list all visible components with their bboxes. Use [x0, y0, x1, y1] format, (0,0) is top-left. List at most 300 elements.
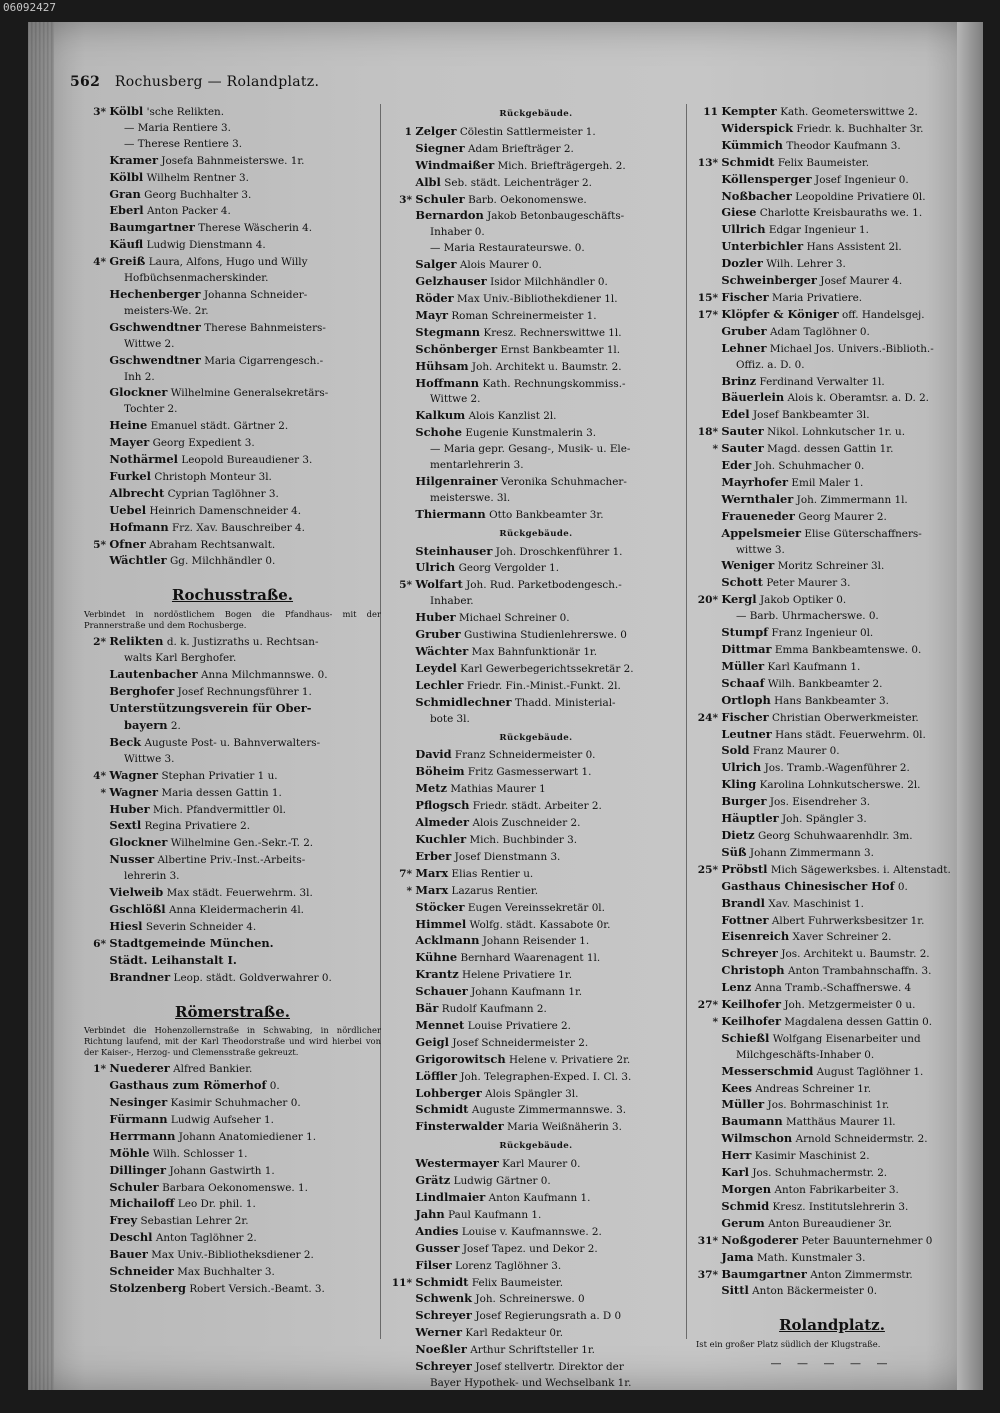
resident-name: Nusser	[109, 852, 155, 867]
resident-entry	[80, 1129, 385, 1146]
resident-name: Häuptler	[721, 811, 779, 826]
resident-details: Moritz Schreiner 3l.	[777, 560, 885, 573]
resident-entry	[80, 634, 385, 651]
resident-details: Josef Tapez. und Dekor 2.	[462, 1242, 598, 1255]
resident-details: Felix Baumeister.	[471, 1276, 564, 1289]
resident-entry	[80, 187, 385, 204]
resident-details: Arthur Schriftsteller 1r.	[470, 1344, 595, 1357]
resident-entry-continuation	[80, 304, 385, 320]
resident-details: Ernst Bankbeamter 1l.	[500, 343, 621, 356]
resident-name: Deschl	[109, 1230, 153, 1245]
resident-entry	[692, 390, 972, 407]
resident-entry	[386, 781, 686, 798]
resident-name: Stumpf	[721, 625, 769, 640]
resident-name: Eberl	[109, 203, 144, 218]
resident-entry	[692, 104, 972, 121]
resident-entry	[80, 1264, 385, 1281]
resident-details: Louise Privatiere 2.	[467, 1019, 571, 1032]
resident-entry	[80, 153, 385, 170]
resident-entry	[692, 980, 972, 997]
resident-entry	[692, 1216, 972, 1233]
resident-details: Hans Bankbeamter 3.	[774, 694, 889, 707]
resident-details: Mathias Maurer 1	[450, 783, 546, 796]
resident-entry	[386, 967, 686, 984]
resident-entry	[386, 1207, 686, 1224]
resident-name: Ortloph	[721, 692, 771, 707]
resident-entry	[692, 1182, 972, 1199]
resident-name: Pflogsch	[415, 798, 470, 813]
resident-details: Matthäus Maurer 1l.	[786, 1116, 896, 1129]
resident-entry	[80, 885, 385, 902]
resident-name: Furkel	[109, 468, 152, 483]
resident-name: Marx	[415, 882, 449, 897]
resident-entry	[386, 274, 686, 291]
resident-details: Sebastian Lehrer 2r.	[140, 1215, 249, 1228]
resident-entry	[386, 661, 686, 678]
resident-entry-continuation	[386, 458, 686, 474]
resident-details: Kath. Geometerswittwe 2.	[780, 106, 918, 118]
resident-name: Noßbacher	[721, 188, 792, 203]
resident-details: Jos. Eisendreher 3.	[769, 796, 871, 809]
resident-entry-continuation	[80, 402, 385, 418]
resident-entry	[80, 1146, 385, 1163]
resident-details: Rudolf Kaufmann 2.	[441, 1003, 547, 1016]
resident-name: Andies	[415, 1223, 459, 1238]
resident-name: Zelger	[415, 123, 457, 138]
resident-name: Huber	[109, 801, 150, 816]
resident-entry	[692, 324, 972, 341]
resident-details: Wolfg. städt. Kassabote 0r.	[469, 918, 611, 931]
resident-details: Josef Maurer 4.	[820, 275, 903, 288]
resident-name: Gschwendtner	[109, 319, 201, 334]
resident-details: — Barb. Uhrmacherswe. 0.	[736, 610, 879, 623]
resident-details: Anton Kaufmann 1.	[488, 1192, 591, 1204]
resident-entry	[386, 644, 686, 661]
resident-name: Fürmann	[109, 1111, 168, 1126]
resident-details: Emma Bankbeamtenswe. 0.	[774, 644, 922, 656]
resident-entry	[80, 768, 385, 785]
house-number: 6*	[93, 937, 106, 950]
resident-name: Huber	[415, 610, 456, 625]
resident-entry	[386, 695, 686, 712]
resident-name: Eder	[721, 458, 752, 473]
resident-entry	[80, 1163, 385, 1180]
resident-entry	[80, 802, 385, 819]
resident-details: Laura, Alfons, Hugo und Willy	[148, 256, 308, 269]
street-heading: Rochusstraße.	[171, 586, 294, 605]
resident-entry	[692, 492, 972, 509]
resident-entry	[692, 407, 972, 424]
resident-name: Grätz	[415, 1173, 451, 1188]
resident-entry	[386, 325, 686, 342]
resident-entry	[386, 1173, 686, 1190]
resident-details: Joh. Droschkenführer 1.	[495, 545, 623, 558]
resident-details: Peter Maurer 3.	[766, 577, 851, 590]
resident-name: Appelsmeier	[721, 525, 802, 540]
resident-details: Josef Rechnungsführer 1.	[177, 686, 312, 699]
resident-details: Kath. Rechnungskommiss.-	[482, 377, 626, 390]
resident-name: Edel	[721, 407, 750, 422]
resident-entry	[692, 222, 972, 239]
book-edge-left	[28, 22, 54, 1390]
resident-name: Acklmann	[415, 933, 480, 948]
resident-name: Schauer	[415, 984, 468, 999]
resident-details: Anna Tramb.-Schaffnerswe. 4	[754, 982, 912, 995]
resident-entry	[692, 1131, 972, 1148]
resident-entry	[80, 953, 385, 970]
resident-name: Sextl	[109, 818, 142, 833]
resident-entry	[80, 170, 385, 187]
resident-entry	[692, 509, 972, 526]
resident-details: — Maria Rentiere 3.	[124, 121, 231, 134]
resident-details: Georg Vergolder 1.	[458, 562, 560, 575]
resident-details: Emanuel städt. Gärtner 2.	[150, 420, 289, 433]
resident-name: Sittl	[721, 1283, 749, 1298]
resident-name: Wernthaler	[721, 491, 794, 506]
resident-name: Steinhauser	[415, 543, 493, 558]
resident-name: Nesinger	[109, 1095, 168, 1109]
resident-entry	[80, 701, 385, 718]
resident-name: Bäuerlein	[721, 390, 785, 405]
resident-details: Inhaber.	[430, 595, 474, 608]
resident-details: Mich Sägewerksbes. i. Altenstadt.	[770, 863, 951, 876]
resident-details: Xaver Schreiner 2.	[792, 931, 892, 944]
resident-name: Kempter	[721, 104, 777, 118]
resident-entry	[692, 458, 972, 475]
resident-name: Kölbl	[109, 169, 144, 184]
house-number: 3*	[93, 106, 106, 118]
resident-entry	[80, 486, 385, 503]
resident-entry	[386, 507, 686, 524]
resident-name: Wächter	[415, 644, 469, 658]
resident-name: Dietz	[721, 827, 755, 842]
resident-entry-continuation	[386, 1376, 686, 1390]
resident-details: Johann Zimmermann 3.	[749, 846, 874, 859]
resident-details: Abraham Rechtsanwalt.	[149, 538, 276, 551]
resident-name: Ofner	[109, 536, 146, 551]
resident-details: Joh. Telegraphen-Exped. I. Cl. 3.	[460, 1070, 632, 1083]
resident-entry	[80, 452, 385, 469]
resident-details: Magdalena dessen Gattin 0.	[784, 1015, 933, 1028]
resident-entry	[386, 883, 686, 900]
resident-entry	[692, 1267, 972, 1284]
resident-entry	[692, 997, 972, 1014]
resident-entry	[80, 254, 385, 271]
resident-name: Albl	[415, 174, 441, 189]
resident-details: Max Buchhalter 3.	[177, 1266, 275, 1279]
resident-entry	[386, 1342, 686, 1359]
resident-name: Stadtgemeinde München.	[109, 935, 274, 950]
house-number: 37*	[697, 1268, 718, 1281]
resident-details: wittwe 3.	[736, 543, 785, 556]
resident-name: Schreyer	[415, 1359, 472, 1374]
resident-details: Josef Ingenieur 0.	[815, 173, 909, 186]
resident-name: Glockner	[109, 835, 168, 850]
resident-details: Helene Privatiere 1r.	[462, 969, 573, 982]
resident-name: Käufl	[109, 237, 144, 252]
resident-entry-continuation	[692, 609, 972, 625]
resident-entry	[692, 155, 972, 172]
resident-entry	[692, 625, 972, 642]
resident-name: Wächtler	[109, 553, 167, 568]
resident-entry	[386, 560, 686, 577]
resident-name: Gschlößl	[109, 901, 166, 916]
resident-name: Schohe	[415, 425, 462, 440]
resident-entry	[386, 1241, 686, 1258]
resident-details: Joh. Schuhmacher 0.	[754, 460, 865, 473]
resident-name: Gelzhauser	[415, 274, 487, 289]
resident-details: Alfred Bankier.	[173, 1063, 253, 1076]
resident-details: Leo Dr. phil. 1.	[177, 1198, 256, 1211]
resident-details: Anton Trambahnschaffn. 3.	[787, 965, 932, 978]
resident-details: Auguste Zimmermannswe. 3.	[471, 1104, 627, 1117]
resident-name: Fottner	[721, 912, 769, 927]
resident-details: Wittwe 2.	[430, 393, 481, 406]
resident-name: Baumgartner	[721, 1266, 807, 1281]
resident-details: Alois k. Oberamtsr. a. D. 2.	[787, 392, 929, 405]
resident-details: Seb. städt. Leichenträger 2.	[444, 176, 592, 189]
resident-name: Hechenberger	[109, 286, 201, 301]
resident-name: Stolzenberg	[109, 1280, 186, 1295]
resident-name: Hofmann	[109, 519, 169, 534]
resident-details: Wilhelmine Gen.-Sekr.-T. 2.	[170, 837, 314, 850]
resident-name: Gran	[109, 186, 141, 201]
resident-entry	[692, 659, 972, 676]
resident-details: Otto Bankbeamter 3r.	[489, 508, 604, 521]
resident-details: Charlotte Kreisbauraths we. 1.	[759, 207, 923, 220]
resident-name: Lechler	[415, 677, 464, 692]
resident-entry	[386, 610, 686, 627]
resident-name: Kees	[721, 1080, 752, 1095]
resident-entry	[80, 537, 385, 554]
resident-entry	[692, 239, 972, 256]
resident-details: Ludwig Dienstmann 4.	[146, 239, 266, 252]
resident-name: Michailoff	[109, 1196, 175, 1211]
resident-details: Josef Schneidermeister 2.	[452, 1036, 589, 1049]
resident-entry	[386, 544, 686, 561]
resident-details: Josef Dienstmann 3.	[454, 850, 561, 863]
resident-details: Christian Oberwerkmeister.	[772, 711, 919, 724]
resident-entry	[386, 798, 686, 815]
resident-entry	[692, 642, 972, 659]
resident-name: Böheim	[415, 764, 465, 779]
street-heading: Rolandplatz.	[779, 1316, 885, 1335]
resident-name: Greiß	[109, 254, 146, 269]
resident-name: Fraueneder	[721, 508, 795, 523]
resident-details: off. Handelsgej.	[841, 308, 925, 321]
resident-entry	[80, 735, 385, 752]
resident-name: Schaaf	[721, 675, 765, 690]
resident-details: 'sche Relikten.	[146, 106, 225, 118]
resident-details: Jakob Optiker 0.	[759, 594, 847, 607]
resident-entry	[386, 1275, 686, 1292]
resident-entry	[80, 1078, 385, 1095]
resident-entry	[386, 1086, 686, 1103]
resident-details: mentarlehrerin 3.	[430, 459, 524, 472]
resident-entry	[386, 950, 686, 967]
resident-entry	[692, 307, 972, 324]
resident-entry-continuation	[692, 1048, 972, 1064]
resident-name: Himmel	[415, 916, 467, 931]
resident-details: Veronika Schuhmacher-	[500, 475, 627, 488]
resident-name: Almeder	[415, 815, 470, 830]
resident-details: Max Univ.-Bibliothekdiener 1l.	[457, 292, 618, 305]
resident-details: Joh. Architekt u. Baumstr. 2.	[471, 360, 622, 373]
resident-name: Uebel	[109, 502, 147, 517]
resident-name: Schott	[721, 575, 763, 590]
resident-details: meisters-We. 2r.	[124, 304, 209, 317]
resident-entry	[692, 862, 972, 879]
resident-name: Baumgartner	[109, 220, 195, 235]
resident-entry	[692, 172, 972, 189]
resident-entry	[692, 121, 972, 138]
resident-entry	[386, 192, 686, 209]
resident-entry	[386, 764, 686, 781]
resident-details: Kresz. Rechnerswittwe 1l.	[483, 326, 622, 339]
resident-name: Westermayer	[415, 1156, 499, 1171]
resident-details: Anton Packer 4.	[146, 205, 231, 218]
resident-name: Nothärmel	[109, 452, 178, 467]
resident-name: Städt. Leihanstalt I.	[109, 952, 237, 967]
resident-details: Wilhelmine Generalsekretärs-	[170, 387, 329, 400]
resident-name: Mayr	[415, 307, 448, 322]
resident-details: Eugen Vereinssekretär 0l.	[467, 901, 605, 914]
resident-name: Hoffmann	[415, 375, 480, 390]
resident-details: Hofbüchsenmacherskinder.	[124, 272, 269, 285]
resident-entry	[692, 1148, 972, 1165]
resident-details: Max Univ.-Bibliotheksdiener 2.	[151, 1249, 314, 1262]
resident-entry	[80, 418, 385, 435]
house-number: *	[100, 786, 106, 799]
resident-entry	[692, 1081, 972, 1098]
resident-entry	[692, 913, 972, 930]
resident-name: Grigorowitsch	[415, 1051, 506, 1066]
resident-entry	[692, 879, 972, 896]
resident-details: Friedr. k. Buchhalter 3r.	[796, 122, 924, 135]
resident-details: Fritz Gasmesserwart 1.	[467, 766, 592, 779]
resident-entry	[692, 558, 972, 575]
resident-details: Magd. dessen Gattin 1r.	[767, 443, 894, 456]
resident-name: Sold	[721, 743, 750, 758]
resident-name: Fischer	[721, 709, 769, 724]
resident-entry	[692, 1233, 972, 1250]
resident-details: Elias Rentier u.	[451, 867, 534, 880]
house-number: 18*	[697, 426, 718, 439]
resident-details: 0.	[897, 880, 908, 893]
resident-entry-continuation	[80, 121, 385, 137]
resident-name: Herr	[721, 1148, 752, 1163]
resident-details: Josefa Bahnmeisterswe. 1r.	[161, 154, 305, 167]
resident-name: Bauer	[109, 1247, 148, 1262]
resident-details: 0.	[269, 1080, 280, 1093]
house-number: 4*	[93, 769, 106, 782]
resident-entry	[386, 425, 686, 442]
resident-name: Heine	[109, 418, 148, 433]
resident-details: Math. Kunstmaler 3.	[756, 1251, 866, 1264]
resident-name: Bernardon	[415, 208, 484, 223]
resident-details: Nikol. Lohnkutscher 1r. u.	[767, 426, 906, 439]
resident-name: Wagner	[109, 767, 159, 782]
resident-entry	[80, 553, 385, 570]
resident-name: Erber	[415, 848, 452, 863]
resident-entry	[386, 832, 686, 849]
resident-entry	[80, 1213, 385, 1230]
resident-name: Dozler	[721, 256, 763, 271]
resident-details: Franz Schneidermeister 0.	[454, 749, 596, 762]
resident-entry-continuation	[386, 712, 686, 728]
resident-name: Mennet	[415, 1017, 465, 1032]
resident-details: Georg Expedient 3.	[152, 437, 255, 450]
resident-name: Schmidlechner	[415, 694, 512, 709]
resident-entry-continuation	[386, 491, 686, 507]
resident-details: Inh 2.	[124, 370, 155, 383]
house-number: 27*	[697, 999, 718, 1012]
resident-entry-continuation	[386, 392, 686, 408]
resident-entry	[386, 308, 686, 325]
resident-name: Schmidt	[415, 1102, 469, 1117]
resident-name: Köllensperger	[721, 171, 812, 186]
resident-name: Geigl	[415, 1034, 449, 1049]
resident-name: Müller	[721, 658, 765, 673]
column-3	[692, 104, 972, 1372]
resident-name: Burger	[721, 794, 767, 809]
resident-details: Mich. Buchbinder 3.	[469, 833, 578, 846]
resident-entry	[386, 1035, 686, 1052]
resident-details: Johann Kaufmann 1r.	[471, 986, 583, 999]
house-number: 20*	[697, 594, 718, 607]
resident-entry	[386, 1224, 686, 1241]
resident-details: Offiz. a. D. 0.	[736, 358, 805, 371]
resident-entry	[386, 376, 686, 393]
resident-details: Edgar Ingenieur 1.	[768, 224, 869, 237]
resident-entry	[386, 1018, 686, 1035]
resident-name: Werner	[415, 1325, 463, 1340]
house-number: *	[712, 443, 718, 456]
resident-details: Wilh. Lehrer 3.	[766, 258, 846, 271]
resident-entry	[386, 917, 686, 934]
resident-entry	[692, 341, 972, 358]
resident-entry	[80, 684, 385, 701]
resident-name: Kühne	[415, 950, 458, 965]
resident-name: Gasthaus Chinesischer Hof	[721, 878, 895, 893]
house-number: *	[406, 884, 412, 897]
resident-details: Cölestin Sattlermeister 1.	[459, 125, 596, 138]
resident-entry	[80, 203, 385, 220]
resident-name: Kling	[721, 777, 757, 792]
resident-details: Max städt. Feuerwehrm. 3l.	[166, 887, 313, 900]
house-number: 1	[404, 125, 412, 138]
resident-entry	[386, 678, 686, 695]
resident-name: Beck	[109, 734, 142, 749]
house-number: *	[712, 1015, 718, 1028]
resident-name: Ulrich	[721, 760, 762, 775]
resident-entry	[386, 933, 686, 950]
rear-building-label: Rückgebäude.	[499, 1141, 573, 1152]
resident-name: Gusser	[415, 1240, 460, 1255]
resident-details: 2.	[170, 720, 181, 732]
resident-name: Nuederer	[109, 1061, 170, 1076]
resident-entry	[386, 208, 686, 225]
resident-entry	[386, 849, 686, 866]
resident-name: Karl	[721, 1165, 749, 1180]
resident-details: Joh. Zimmermann 1l.	[796, 493, 908, 506]
resident-name: Sauter	[721, 441, 764, 456]
resident-entry	[692, 946, 972, 963]
resident-details: Emil Maler 1.	[791, 476, 864, 489]
resident-details: August Taglöhner 1.	[816, 1065, 924, 1078]
resident-details: Karolina Lohnkutscherswe. 2l.	[759, 779, 921, 792]
resident-entry	[80, 1180, 385, 1197]
